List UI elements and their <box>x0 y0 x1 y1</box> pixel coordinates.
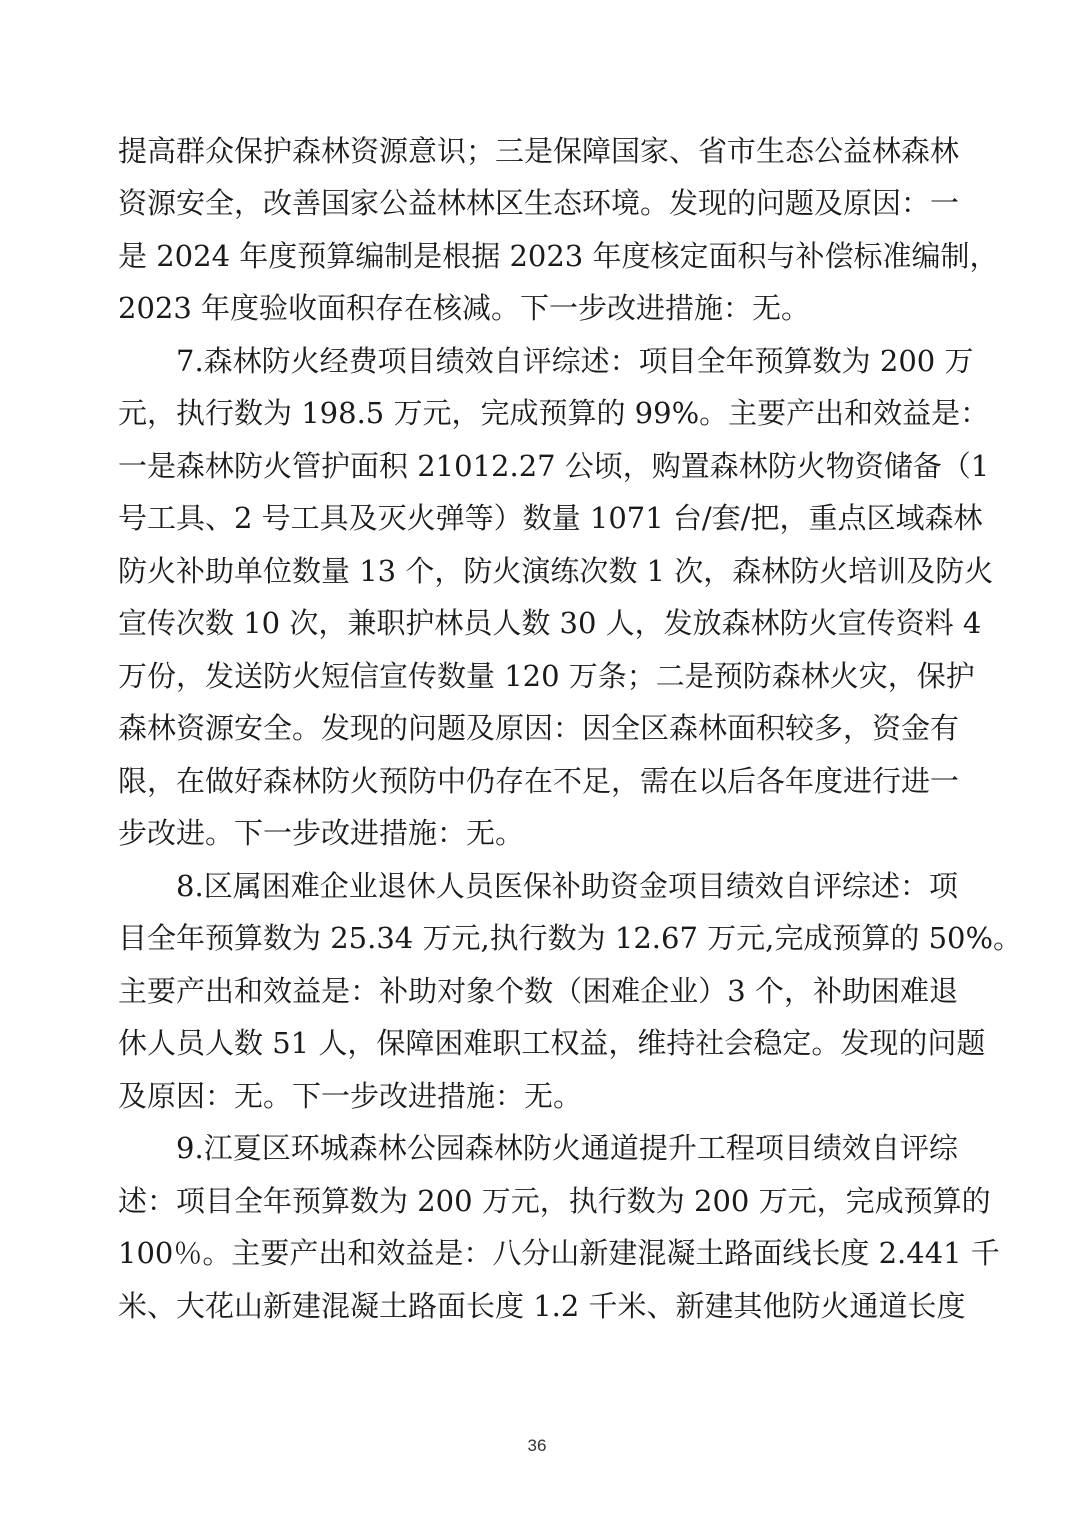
body-text-line: 宣传次数 10 次，兼职护林员人数 30 人，发放森林防火宣传资料 4 <box>118 606 982 640</box>
paragraph-8-first-line: 8.区属困难企业退休人员医保补助资金项目绩效自评综述：项 <box>118 869 958 903</box>
body-text-line: 元，执行数为 198.5 万元，完成预算的 99%。主要产出和效益是： <box>118 396 990 430</box>
body-text-line: 100％。主要产出和效益是：八分山新建混凝土路面线长度 2.441 千 <box>118 1236 1000 1270</box>
body-text-line: 号工具、2 号工具及灭火弹等）数量 1071 台/套/把，重点区域森林 <box>118 501 983 535</box>
paragraph-9-first-line: 9.江夏区环城森林公园森林防火通道提升工程项目绩效自评综 <box>118 1131 958 1165</box>
body-text-line: 资源安全，改善国家公益林林区生态环境。发现的问题及原因：一 <box>118 186 960 220</box>
body-text-line: 及原因：无。下一步改进措施：无。 <box>118 1079 583 1113</box>
body-text-line: 米、大花山新建混凝土路面长度 1.2 千米、新建其他防火通道长度 <box>118 1289 966 1323</box>
body-text-line: 森林资源安全。发现的问题及原因：因全区森林面积较多，资金有 <box>118 711 960 745</box>
body-text-line: 提高群众保护森林资源意识；三是保障国家、省市生态公益林森林 <box>118 134 960 168</box>
body-text-line: 休人员人数 51 人，保障困难职工权益，维持社会稳定。发现的问题 <box>118 1026 986 1060</box>
body-text-line: 是 2024 年度预算编制是根据 2023 年度核定面积与补偿标准编制， <box>118 239 999 273</box>
paragraph-7-first-line: 7.森林防火经费项目绩效自评综述：项目全年预算数为 200 万 <box>118 344 974 378</box>
body-text-line: 述：项目全年预算数为 200 万元，执行数为 200 万元，完成预算的 <box>118 1184 991 1218</box>
body-text-line: 步改进。下一步改进措施：无。 <box>118 816 525 850</box>
body-text-line: 主要产出和效益是：补助对象个数（困难企业）3 个，补助困难退 <box>118 974 958 1008</box>
body-text-line: 限，在做好森林防火预防中仍存在不足，需在以后各年度进行进一 <box>118 764 960 798</box>
body-text-line: 防火补助单位数量 13 个，防火演练次数 1 次，森林防火培训及防火 <box>118 554 994 588</box>
body-text-line: 万份，发送防火短信宣传数量 120 万条；二是预防森林火灾，保护 <box>118 659 975 693</box>
page-number: 36 <box>527 1436 547 1455</box>
body-text-line: 一是森林防火管护面积 21012.27 公顷，购置森林防火物资储备（1 <box>118 449 990 483</box>
body-text-line: 2023 年度验收面积存在核减。下一步改进措施：无。 <box>118 291 811 325</box>
body-text-line: 目全年预算数为 25.34 万元,执行数为 12.67 万元,完成预算的 50%。 <box>118 921 1023 955</box>
